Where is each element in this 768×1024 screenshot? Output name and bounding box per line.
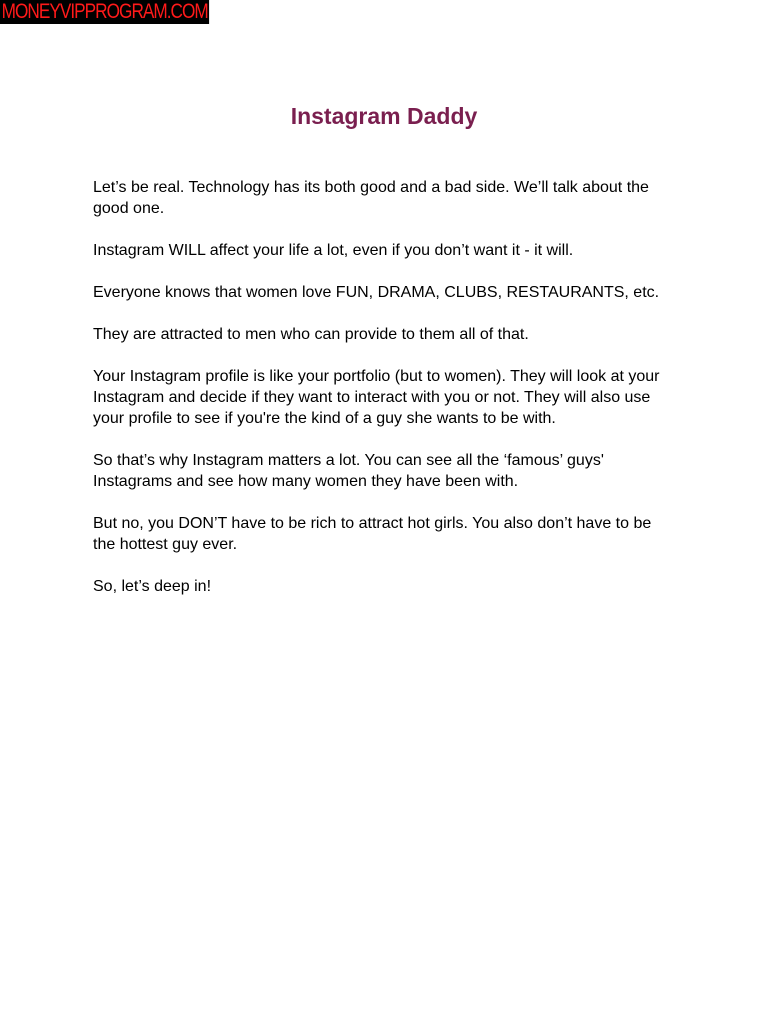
body-text xyxy=(93,177,665,618)
paragraph: Let’s be real. Technology has its both good and a bad side. We’ll talk about the good one. xyxy=(93,179,649,217)
paragraph: Instagram WILL affect your life a lot, even if you don’t want it - it will. xyxy=(93,242,574,259)
paragraph: But no, you DON’T have to be rich to attract hot girls. You also don’t have to be the hottest guy ever. xyxy=(93,515,652,553)
page-title: Instagram Daddy xyxy=(290,103,478,130)
paragraph: They are attracted to men who can provide to them all of that. xyxy=(93,326,529,343)
paragraph: Everyone knows that women love FUN, DRAMA, CLUBS, RESTAURANTS, etc. xyxy=(93,284,660,301)
watermark-banner: MONEYVIPPROGRAM.COM xyxy=(1,0,208,23)
paragraph: Your Instagram profile is like your portfolio (but to women). They will look at your Instagram and decide if they want to interact with you or not. They will also use your profile to see if you're the kind of a guy she wants to be with. xyxy=(93,368,660,427)
paragraph: So that’s why Instagram matters a lot. You can see all the ‘famous’ guys' Instagrams and see how many women they have been with. xyxy=(93,452,604,490)
paragraph: So, let’s deep in! xyxy=(93,578,212,595)
